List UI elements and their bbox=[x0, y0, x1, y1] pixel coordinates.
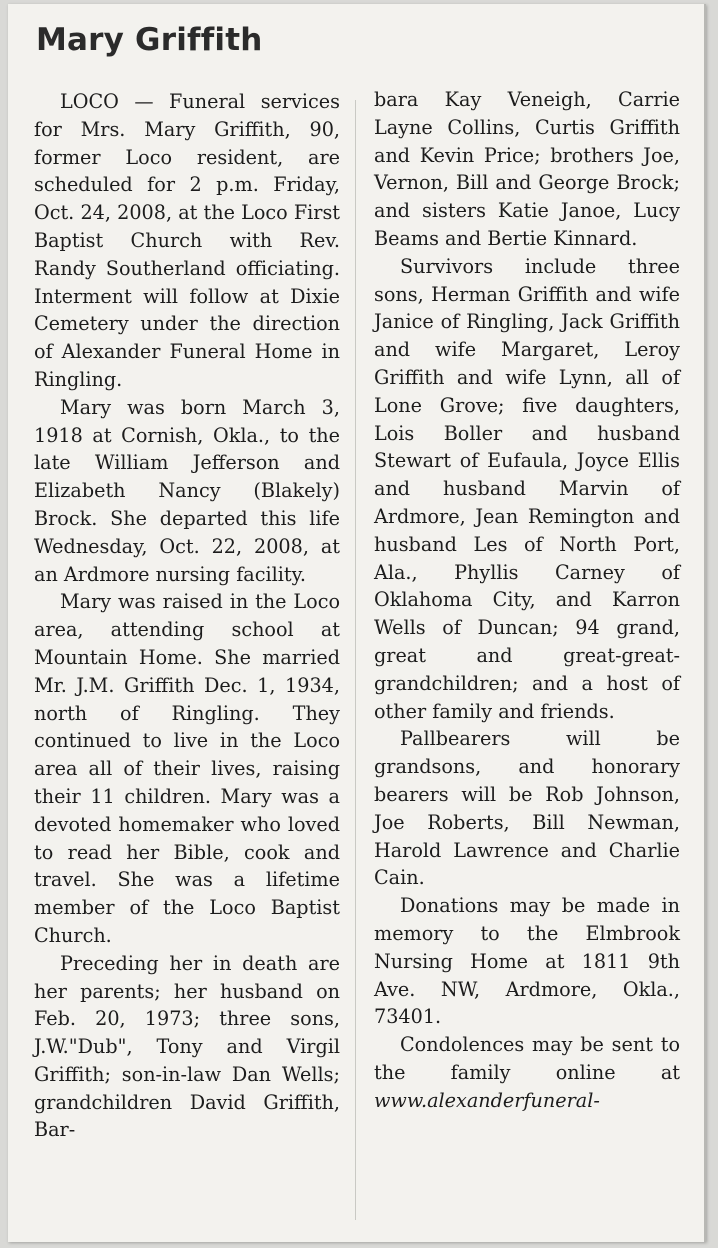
obituary-clipping bbox=[8, 4, 706, 1242]
column-divider bbox=[355, 100, 356, 1220]
pallbearers-paragraph: Pallbearers will be grandsons, and honorary bearers will be Rob Johnson, Joe Roberts, Bill Newman, Harold Lawrence and Charlie Cain. bbox=[374, 727, 680, 890]
right-column bbox=[374, 86, 680, 1114]
headline: Mary Griffith bbox=[36, 22, 263, 58]
condolences-paragraph bbox=[374, 1031, 680, 1114]
preceded-paragraph: Preceding her in death are her parents; her husband on Feb. 20, 1973; three sons, J.W."Dub", Tony and Virgil Griffith; son-in-law Dan Wells; grandchildren David Griffith, Bar- bbox=[34, 951, 340, 1142]
preceded-continuation: bara Kay Veneigh, Carrie Layne Collins, Curtis Griffith and Kevin Price; brothers Joe, Vernon, Bill and George Brock; and sisters Katie Janoe, Lucy Beams and Bertie Kinnard. bbox=[374, 88, 680, 250]
survivors-paragraph: Survivors include three sons, Herman Griffith and wife Janice of Ringling, Jack Griffith and wife Margaret, Leroy Griffith and wife Lynn, all of Lone Grove; five daughters, Lois Boller and husband Stewart of Eufaula, Joyce Ellis and husband Marvin of Ardmore, Jean Remington and husband Les of North Port, Ala., Phyllis Carney of Oklahoma City, and Karron Wells of Duncan; 94 grand, great and great-great-grandchildren; and a host of other family and friends. bbox=[374, 254, 680, 723]
condolences-text: Condolences may be sent to the family online at bbox=[374, 1033, 680, 1084]
birth-paragraph: Mary was born March 3, 1918 at Cornish, Okla., to the late William Jefferson and Elizabeth Nancy (Blakely) Brock. She departed this life Wednesday, Oct. 22, 2008, at an Ardmore nursing facility. bbox=[34, 395, 340, 586]
services-paragraph: LOCO — Funeral services for Mrs. Mary Griffith, 90, former Loco resident, are scheduled for 2 p.m. Friday, Oct. 24, 2008, at the Loco First Baptist Church with Rev. Randy Southerland officiating. Interment will follow at Dixie Cemetery under the direction of Alexander Funeral Home in Ringling. bbox=[34, 90, 340, 391]
left-column bbox=[34, 88, 340, 1144]
life-paragraph: Mary was raised in the Loco area, attending school at Mountain Home. She married Mr. J.M. Griffith Dec. 1, 1934, north of Ringling. They continued to live in the Loco area all of their lives, raising their 11 children. Mary was a devoted homemaker who loved to read her Bible, cook and travel. She was a lifetime member of the Loco Baptist Church. bbox=[34, 590, 340, 947]
donations-paragraph: Donations may be made in memory to the Elmbrook Nursing Home at 1811 9th Ave. NW, Ardmore, Okla., 73401. bbox=[374, 894, 680, 1029]
funeral-home-website: www.alexanderfuneral- bbox=[374, 1088, 600, 1112]
